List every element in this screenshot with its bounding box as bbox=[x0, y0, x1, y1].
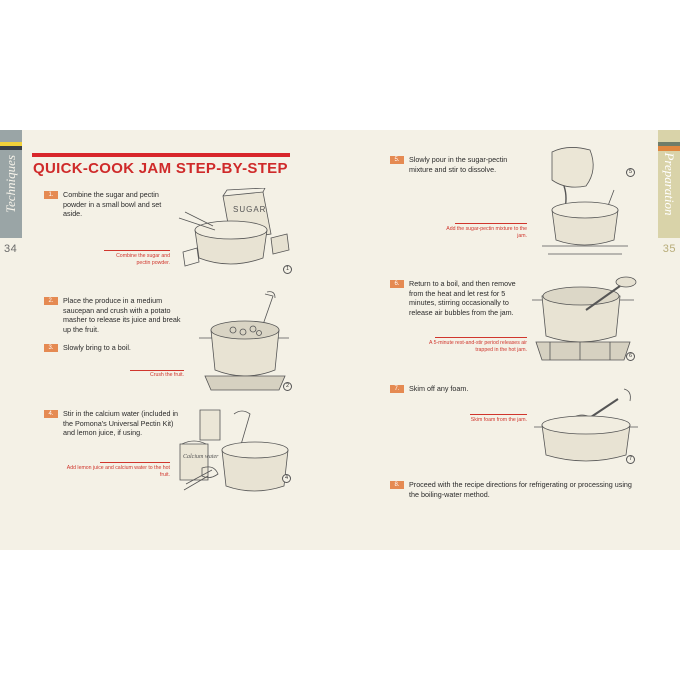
step-text: Slowly bring to a boil. bbox=[63, 343, 131, 352]
tab-stripe-dark bbox=[0, 146, 22, 150]
section-tab-left bbox=[0, 130, 22, 238]
calcium-jar-label: Calcium water bbox=[183, 454, 219, 460]
step-4 bbox=[44, 409, 184, 438]
step-2 bbox=[44, 296, 184, 334]
step-caption: A 5-minute rest-and-stir period releases air trapped in the hot jam. bbox=[428, 340, 527, 353]
sugar-bag-label: SUGAR bbox=[233, 205, 267, 214]
step-text: Proceed with the recipe directions for refrigerating or processing using the boiling-water method. bbox=[409, 480, 632, 499]
step-8 bbox=[390, 480, 640, 499]
figure-number: 4 bbox=[282, 474, 291, 483]
tab-label-preparation: Preparation bbox=[662, 152, 677, 216]
step-5 bbox=[390, 155, 530, 174]
caption-rule bbox=[455, 223, 527, 224]
step-text: Place the produce in a medium saucepan and crush with a potato masher to release its juice and break up the fruit. bbox=[63, 296, 181, 334]
illustration-sugar-pectin bbox=[175, 188, 295, 278]
tab-label-techniques: Techniques bbox=[3, 154, 18, 214]
step-caption: Combine the sugar and pectin powder. bbox=[116, 253, 170, 266]
figure-number: 2 bbox=[283, 382, 292, 391]
tab-stripe-orange bbox=[658, 146, 680, 151]
caption-rule bbox=[470, 414, 527, 415]
page-number-left: 34 bbox=[4, 243, 18, 255]
section-tab-right bbox=[658, 130, 680, 238]
step-badge: 3. bbox=[44, 344, 58, 352]
step-caption: Add lemon juice and calcium water to the hot fruit. bbox=[66, 465, 170, 478]
step-badge: 6. bbox=[390, 280, 404, 288]
step-caption: Skim foam from the jam. bbox=[470, 417, 527, 423]
caption-rule bbox=[100, 462, 170, 463]
illustration-crush-fruit bbox=[195, 290, 295, 395]
step-badge: 5. bbox=[390, 156, 404, 164]
step-badge: 4. bbox=[44, 410, 58, 418]
caption-rule bbox=[435, 337, 527, 338]
caption-rule bbox=[104, 250, 170, 251]
step-badge: 7. bbox=[390, 385, 404, 393]
step-caption: Add the sugar-pectin mixture to the jam. bbox=[446, 226, 527, 239]
illustration-pour-pectin bbox=[538, 140, 638, 260]
step-text: Combine the sugar and pectin powder in a small bowl and set aside. bbox=[63, 190, 162, 218]
step-caption: Crush the fruit. bbox=[149, 372, 184, 378]
figure-number: 1 bbox=[283, 265, 292, 274]
step-text: Stir in the calcium water (included in the Pomona's Universal Pectin Kit) and lemon juice, if using. bbox=[63, 409, 179, 437]
step-badge: 8. bbox=[390, 481, 404, 489]
step-text: Skim off any foam. bbox=[409, 384, 469, 393]
illustration-rest-stir bbox=[530, 270, 640, 370]
title-rule bbox=[32, 153, 290, 157]
step-6 bbox=[390, 279, 530, 317]
figure-number: 7 bbox=[626, 455, 635, 464]
figure-number: 6 bbox=[626, 352, 635, 361]
step-1 bbox=[44, 190, 184, 219]
illustration-skim-foam bbox=[532, 385, 640, 465]
step-badge: 1. bbox=[44, 191, 58, 199]
illustration-calcium-water bbox=[178, 400, 296, 500]
step-text: Return to a boil, and then remove from the heat and let rest for 5 minutes, stirring occasionally to release air bubbles from the jam. bbox=[409, 279, 516, 317]
step-text: Slowly pour in the sugar-pectin mixture and stir to dissolve. bbox=[409, 155, 508, 174]
page-title: QUICK-COOK JAM STEP-BY-STEP bbox=[33, 160, 288, 177]
step-badge: 2. bbox=[44, 297, 58, 305]
step-3 bbox=[44, 343, 184, 353]
step-7 bbox=[390, 384, 530, 394]
page-number-right: 35 bbox=[662, 243, 676, 255]
caption-rule bbox=[130, 370, 184, 371]
figure-number: 5 bbox=[626, 168, 635, 177]
